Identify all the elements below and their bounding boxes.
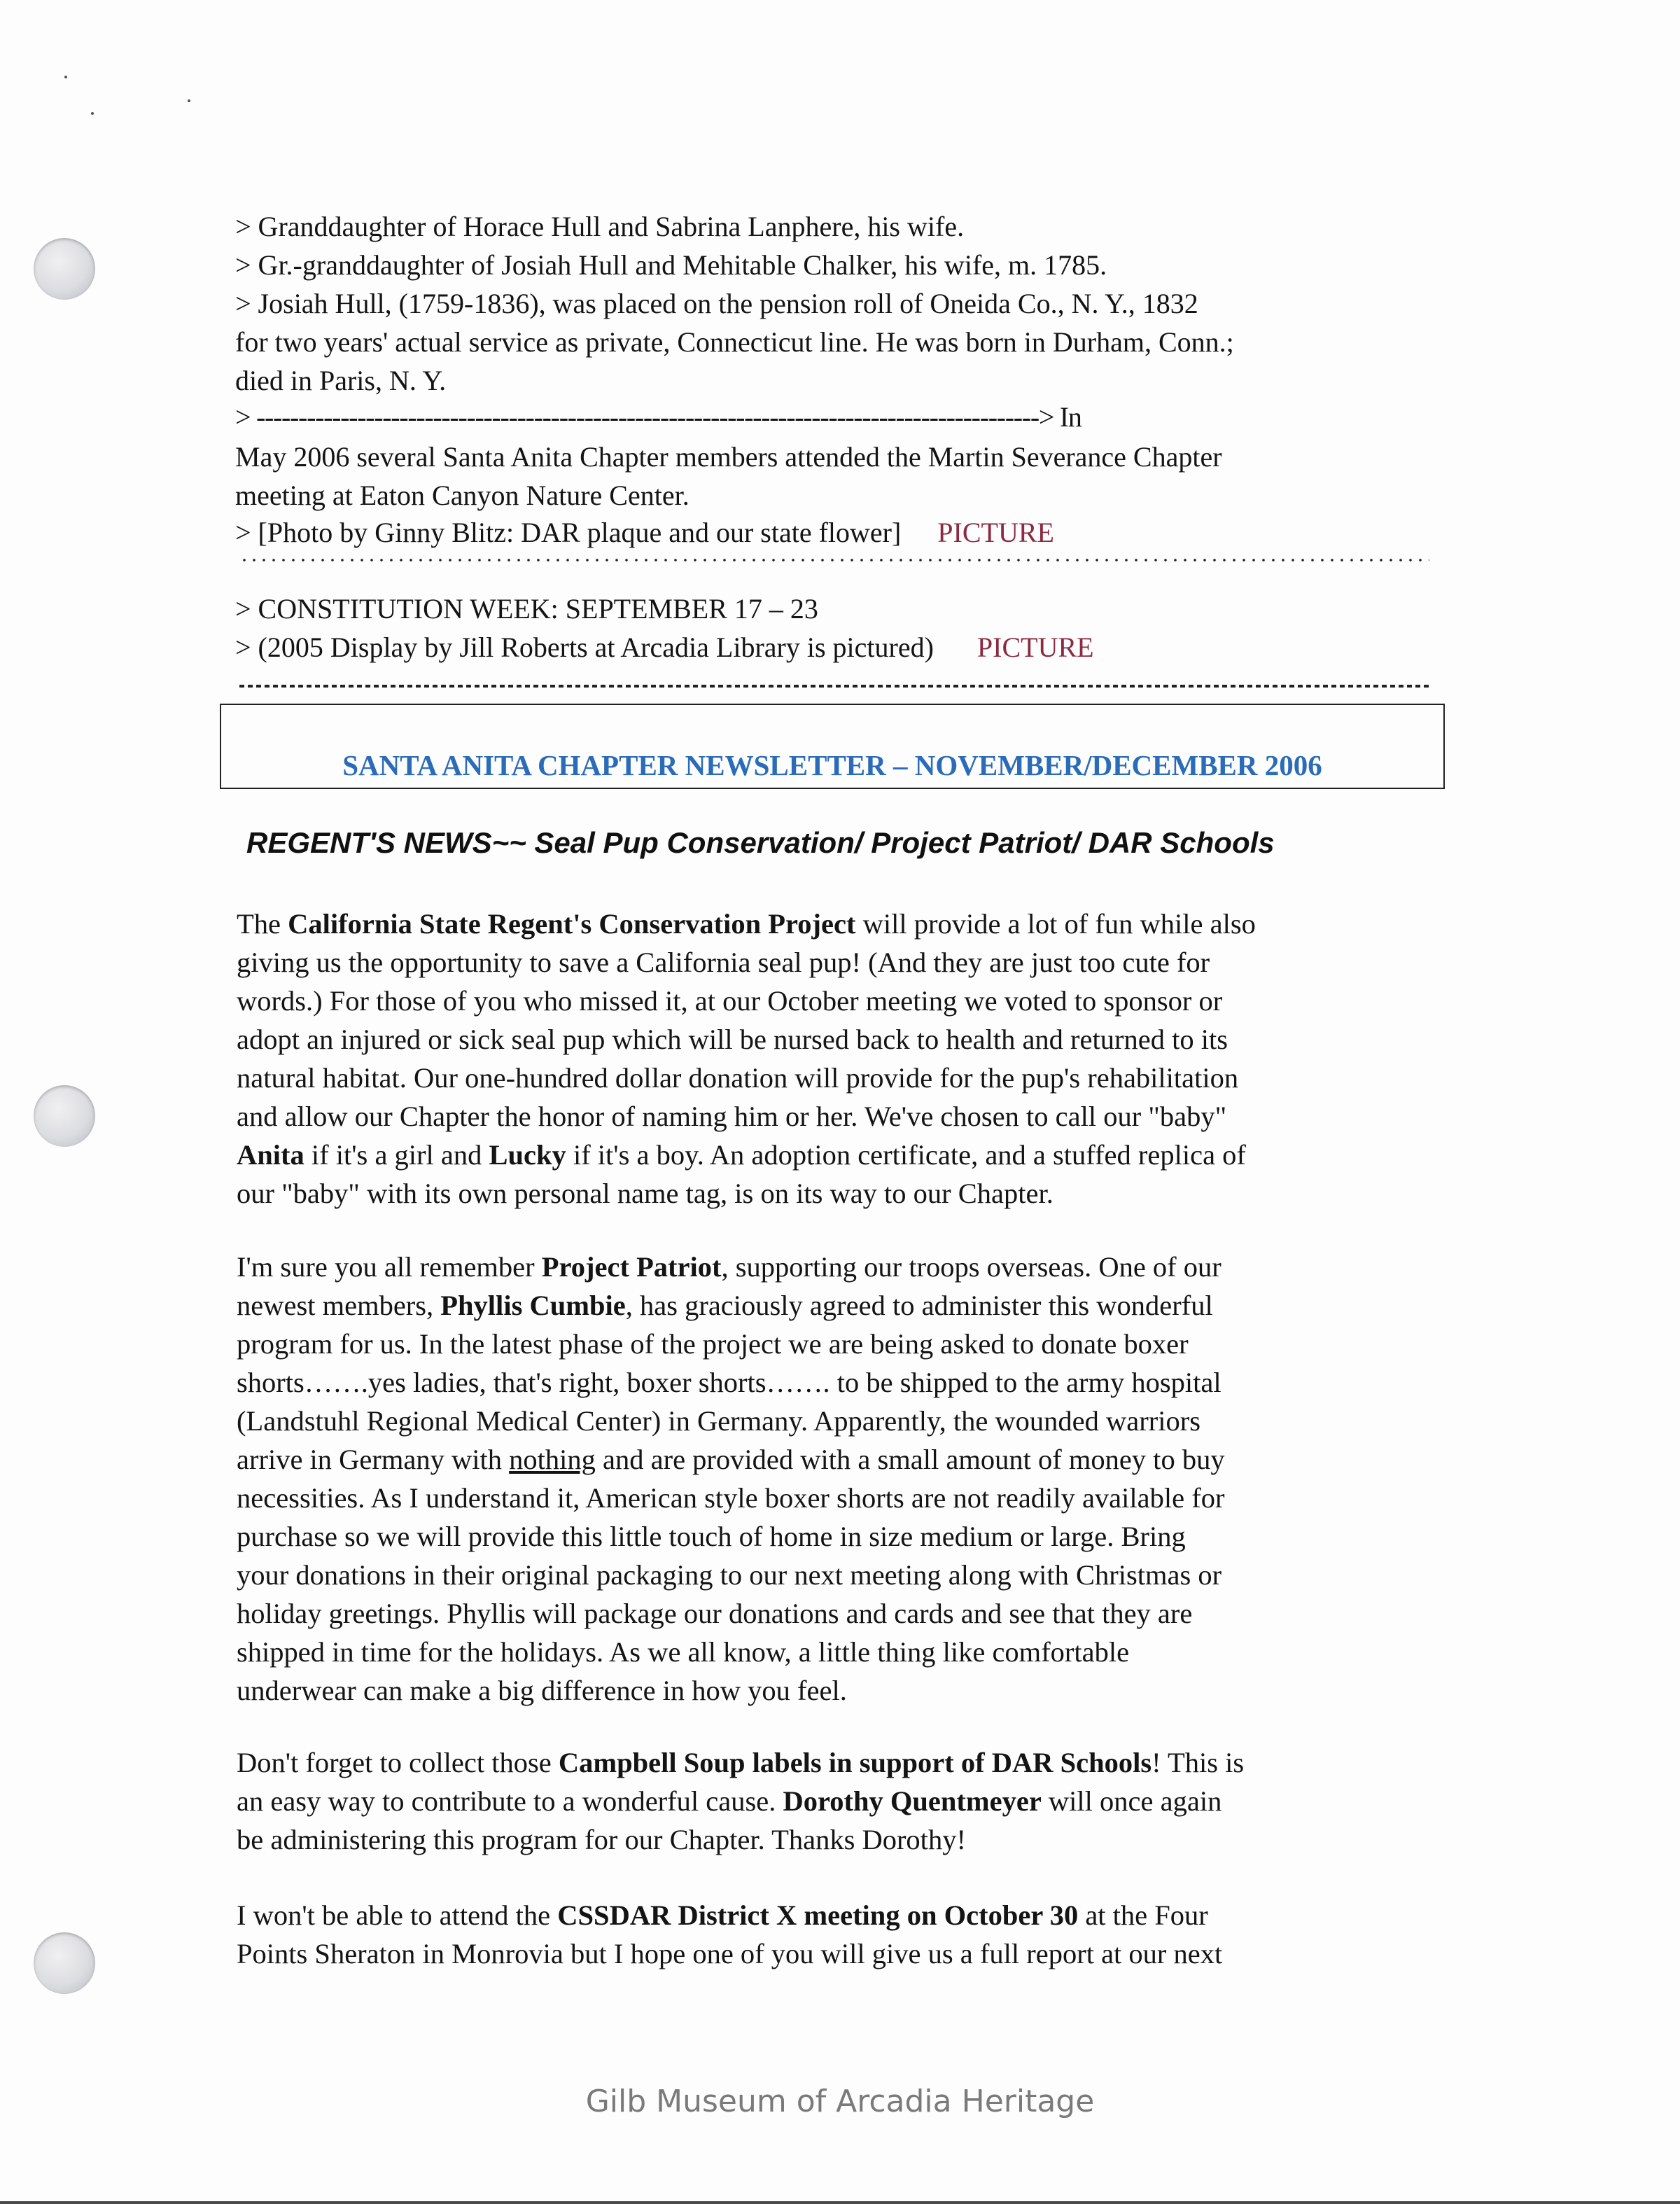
- museum-watermark: Gilb Museum of Arcadia Heritage: [585, 2084, 1095, 2119]
- display-caption-line: [235, 628, 1094, 667]
- genealogy-line: > Granddaughter of Horace Hull and Sabrina Lanphere, his wife.: [235, 211, 965, 242]
- scan-speck: [188, 99, 190, 102]
- newsletter-title: SANTA ANITA CHAPTER NEWSLETTER – NOVEMBER/DECEMBER 2006: [342, 749, 1322, 781]
- genealogy-line: > Gr.-granddaughter of Josiah Hull and Mehitable Chalker, his wife, m. 1785.: [235, 249, 1107, 281]
- paragraph-dar-schools: Don't forget to collect those Campbell Soup labels in support of DAR Schools! This is an easy way to contribute to a wonderful cause. Dorothy Quentmeyer will once again be administering this program for our Chapter. Thanks Dorothy!: [237, 1747, 1245, 1855]
- regent-news-heading: REGENT'S NEWS~~ Seal Pup Conservation/ Project Patriot/ DAR Schools: [246, 826, 1275, 859]
- meeting-line: May 2006 several Santa Anita Chapter members attended the Martin Severance Chapter: [235, 441, 1222, 473]
- underlined-word: nothing: [509, 1444, 596, 1475]
- paragraph-district-meeting: I won't be able to attend the CSSDAR District X meeting on October 30 at the Four Points Sheraton in Monrovia but I hope one of you will give us a full report at our next: [237, 1899, 1223, 1969]
- newsletter-title-box: [220, 704, 1445, 789]
- bold-term: Campbell Soup labels in support of DAR Schools: [558, 1747, 1152, 1778]
- genealogy-line: > Josiah Hull, (1759-1836), was placed on the pension roll of Oneida Co., N. Y., 1832: [235, 288, 1198, 319]
- constitution-week-line: > CONSTITUTION WEEK: SEPTEMBER 17 – 23: [235, 593, 818, 625]
- picture-placeholder: PICTURE: [976, 632, 1094, 663]
- bold-term: Phyllis Cumbie: [440, 1290, 626, 1321]
- dotted-divider: [239, 557, 1429, 563]
- photo-caption: > [Photo by Ginny Blitz: DAR plaque and our state flower]: [235, 517, 902, 548]
- genealogy-line: for two years' actual service as private, Connecticut line. He was born in Durham, Conn.;: [235, 326, 1234, 358]
- scan-speck: [91, 112, 94, 115]
- paragraph-project-patriot: I'm sure you all remember Project Patriot, supporting our troops overseas. One of our newest members, Phyllis Cumbie, has graciously agreed to administer this wonderful program for us. In the latest phase of the project we are being asked to donate boxer shorts…….yes ladies, that's right, boxer shorts……. to be shipped to the army hospital (Landstuhl Regional Medical Center) in Germany. Apparently, the wounded warriors arrive in Germany with nothing and are provided with a small amount of money to buy necessities. As I understand it, American style boxer shorts are not readily available for purchase so we will provide this little touch of home in size medium or large. Bring your donations in their original packaging to our next meeting along with Christmas or holiday greetings. Phyllis will package our donations and cards and see that they are shipped in time for the holidays. As we all know, a little thing like comfortable underwear can make a big difference in how you feel.: [237, 1251, 1225, 1706]
- punch-hole-bottom: [34, 1932, 95, 1994]
- picture-placeholder: PICTURE: [937, 517, 1054, 548]
- punch-hole-middle: [34, 1085, 95, 1147]
- dashed-divider: [239, 685, 1429, 688]
- bold-term: Dorothy Quentmeyer: [783, 1785, 1042, 1817]
- bold-term: California State Regent's Conservation Project: [288, 908, 856, 940]
- punch-hole-top: [34, 238, 95, 300]
- photo-caption-line: [235, 513, 1054, 552]
- bold-term: Anita: [237, 1139, 304, 1171]
- bold-term: Project Patriot: [541, 1251, 722, 1283]
- page-edge: [0, 2201, 1680, 2204]
- arrow-separator: > ---------------------------------------------------------------------------------------------> In: [235, 401, 1082, 433]
- bold-term: CSSDAR District X meeting on October 30: [557, 1899, 1079, 1931]
- meeting-line: meeting at Eaton Canyon Nature Center.: [235, 480, 690, 511]
- genealogy-line: died in Paris, N. Y.: [235, 365, 447, 396]
- display-caption: > (2005 Display by Jill Roberts at Arcadia Library is pictured): [235, 632, 934, 663]
- paragraph-seal-pup: The California State Regent's Conservation Project will provide a lot of fun while also giving us the opportunity to save a California seal pup! (And they are just too cute for words.) For those of you who missed it, at our October meeting we voted to sponsor or adopt an injured or sick seal pup which will be nursed back to health and returned to its natural habitat. Our one-hundred dollar donation will provide for the pup's rehabilitation and allow our Chapter the honor of naming him or her. We've chosen to call our "baby" Anita if it's a girl and Lucky if it's a boy. An adoption certificate, and a stuffed replica of our "baby" with its own personal name tag, is on its way to our Chapter.: [237, 908, 1256, 1209]
- scan-speck: [64, 76, 67, 78]
- bold-term: Lucky: [489, 1139, 566, 1171]
